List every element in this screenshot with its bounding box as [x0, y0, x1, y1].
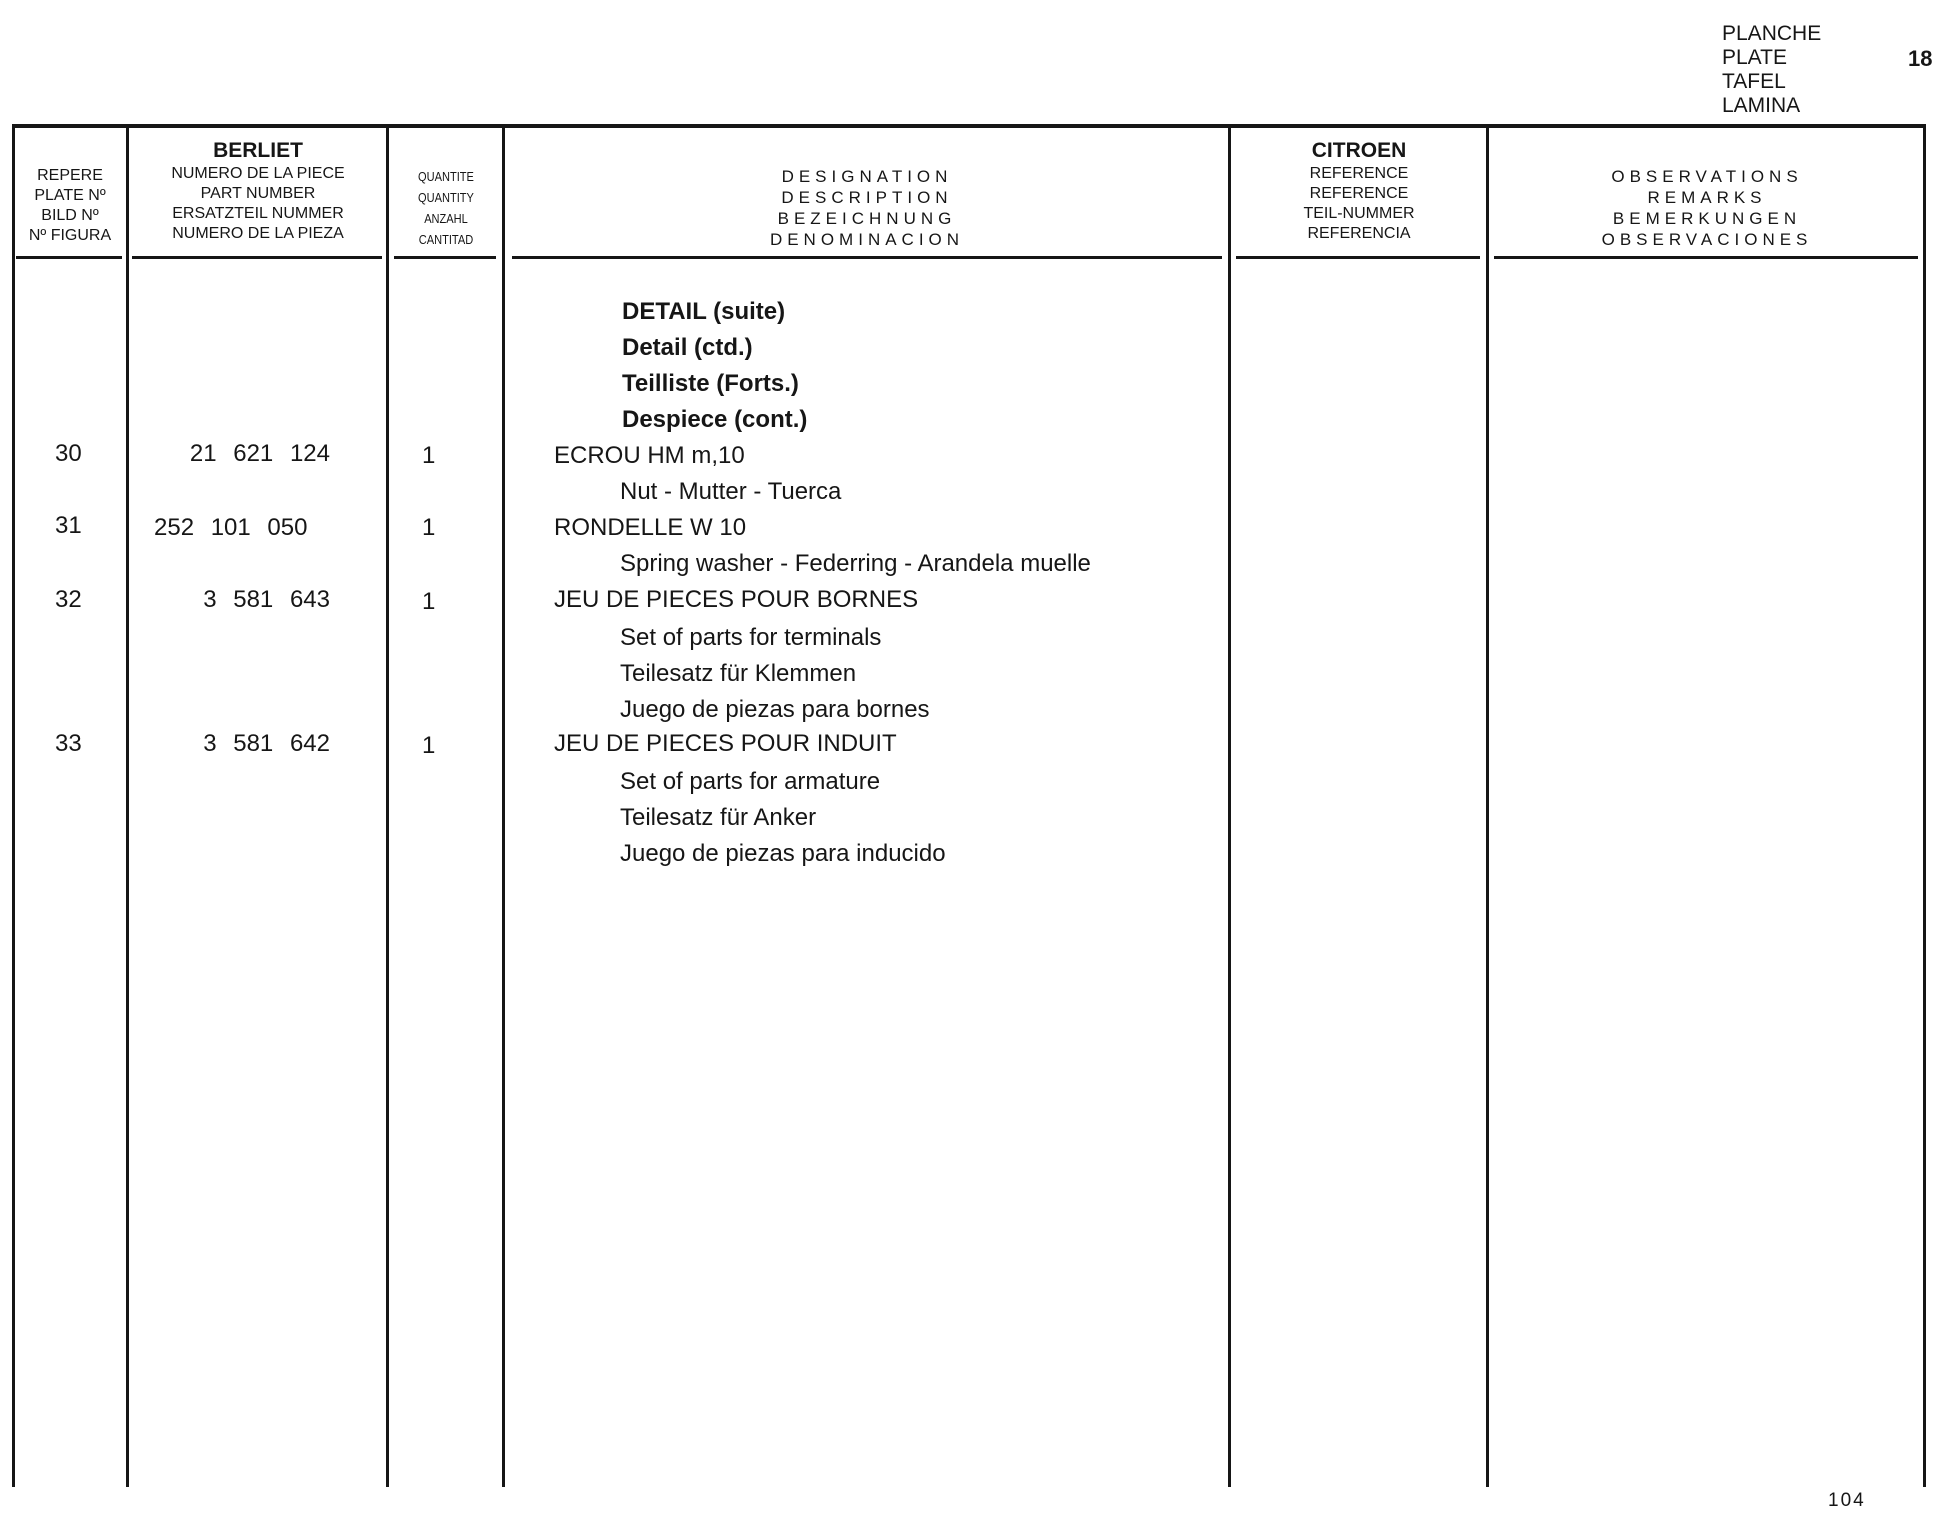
row-translation: Spring washer - Federring - Arandela muelle	[620, 550, 1091, 577]
plate-label: LAMINA	[1722, 94, 1801, 117]
header-line: DESCRIPTION	[781, 188, 953, 207]
header-underline	[394, 256, 496, 259]
parts-table	[12, 124, 1926, 1487]
column-divider	[1923, 124, 1926, 1487]
header-underline	[16, 256, 122, 259]
header-repere	[14, 166, 126, 246]
header-line: NUMERO DE LA PIECE	[171, 165, 345, 182]
row-translation: Teilesatz für Anker	[620, 804, 817, 831]
header-quantity	[398, 166, 493, 250]
section-title: Despiece (cont.)	[622, 406, 808, 433]
header-line: TEIL-NUMMER	[1303, 205, 1415, 222]
row-translation: Nut - Mutter - Tuerca	[620, 478, 842, 505]
section-title: Teilliste (Forts.)	[622, 370, 799, 397]
plate-labels	[1722, 22, 1821, 118]
row-translation: Set of parts for terminals	[620, 624, 882, 651]
row-ref: 31	[55, 512, 82, 539]
header-line: QUANTITY	[418, 190, 474, 205]
header-line: PART NUMBER	[200, 185, 316, 202]
column-divider	[1486, 124, 1489, 1487]
header-underline	[512, 256, 1222, 259]
header-line: PLATE Nº	[34, 187, 106, 204]
section-title: DETAIL (suite)	[622, 298, 786, 325]
header-line: BEMERKUNGEN	[1612, 209, 1802, 228]
header-line: DESIGNATION	[781, 167, 953, 186]
row-translation: Teilesatz für Klemmen	[620, 660, 857, 687]
row-ref: 30	[55, 440, 82, 467]
row-ref: 32	[55, 586, 82, 613]
header-brand-citroen: CITROEN	[1311, 139, 1407, 162]
header-line: REFERENCE	[1309, 185, 1409, 202]
header-line: NUMERO DE LA PIEZA	[172, 225, 344, 242]
row-translation: Set of parts for armature	[620, 768, 881, 795]
plate-number: 18	[1908, 46, 1933, 71]
row-quantity: 1	[422, 588, 436, 615]
header-line: Nº FIGURA	[28, 227, 112, 244]
header-line: DENOMINACION	[769, 230, 965, 249]
header-line: QUANTITE	[418, 169, 474, 184]
column-divider	[126, 124, 129, 1487]
row-designation: JEU DE PIECES POUR BORNES	[554, 586, 919, 613]
header-underline	[132, 256, 382, 259]
header-line: ERSATZTEIL NUMMER	[172, 205, 344, 222]
table-top-rule	[12, 124, 1926, 128]
row-designation: ECROU HM m,10	[554, 442, 745, 469]
header-line: REFERENCIA	[1307, 225, 1411, 242]
header-line: BEZEICHNUNG	[777, 209, 957, 228]
plate-label: PLATE	[1722, 46, 1787, 69]
header-underline	[1236, 256, 1480, 259]
header-line: REFERENCE	[1309, 165, 1409, 182]
header-line: REMARKS	[1647, 188, 1767, 207]
plate-label: PLANCHE	[1722, 22, 1822, 45]
row-designation: JEU DE PIECES POUR INDUIT	[554, 730, 897, 757]
header-line: OBSERVATIONS	[1611, 167, 1803, 186]
page-number: 104	[1828, 1490, 1866, 1511]
row-part-number: 3 581 642	[203, 730, 330, 757]
header-underline	[1494, 256, 1918, 259]
row-translation: Juego de piezas para inducido	[620, 840, 946, 867]
header-citroen	[1232, 138, 1486, 244]
column-divider	[12, 124, 15, 1487]
header-line: ANZAHL	[424, 211, 468, 226]
row-quantity: 1	[422, 442, 436, 469]
section-title: Detail (ctd.)	[622, 334, 753, 361]
row-part-number: 21 621 124	[189, 440, 330, 467]
header-observations	[1490, 166, 1924, 250]
column-divider	[502, 124, 505, 1487]
row-part-number: 3 581 643	[203, 586, 330, 613]
header-designation	[506, 166, 1228, 250]
header-line: CANTITAD	[418, 232, 474, 247]
row-part-number: 252 101 050	[154, 514, 308, 541]
header-line: OBSERVACIONES	[1601, 230, 1813, 249]
header-berliet	[130, 138, 386, 244]
row-quantity: 1	[422, 732, 436, 759]
row-translation: Juego de piezas para bornes	[620, 696, 930, 723]
header-brand-berliet: BERLIET	[213, 139, 303, 162]
row-designation: RONDELLE W 10	[554, 514, 747, 541]
plate-label: TAFEL	[1722, 70, 1786, 93]
header-line: BILD Nº	[41, 207, 99, 224]
column-divider	[386, 124, 389, 1487]
header-line: REPERE	[37, 167, 103, 184]
row-quantity: 1	[422, 514, 436, 541]
row-ref: 33	[55, 730, 82, 757]
column-divider	[1228, 124, 1231, 1487]
